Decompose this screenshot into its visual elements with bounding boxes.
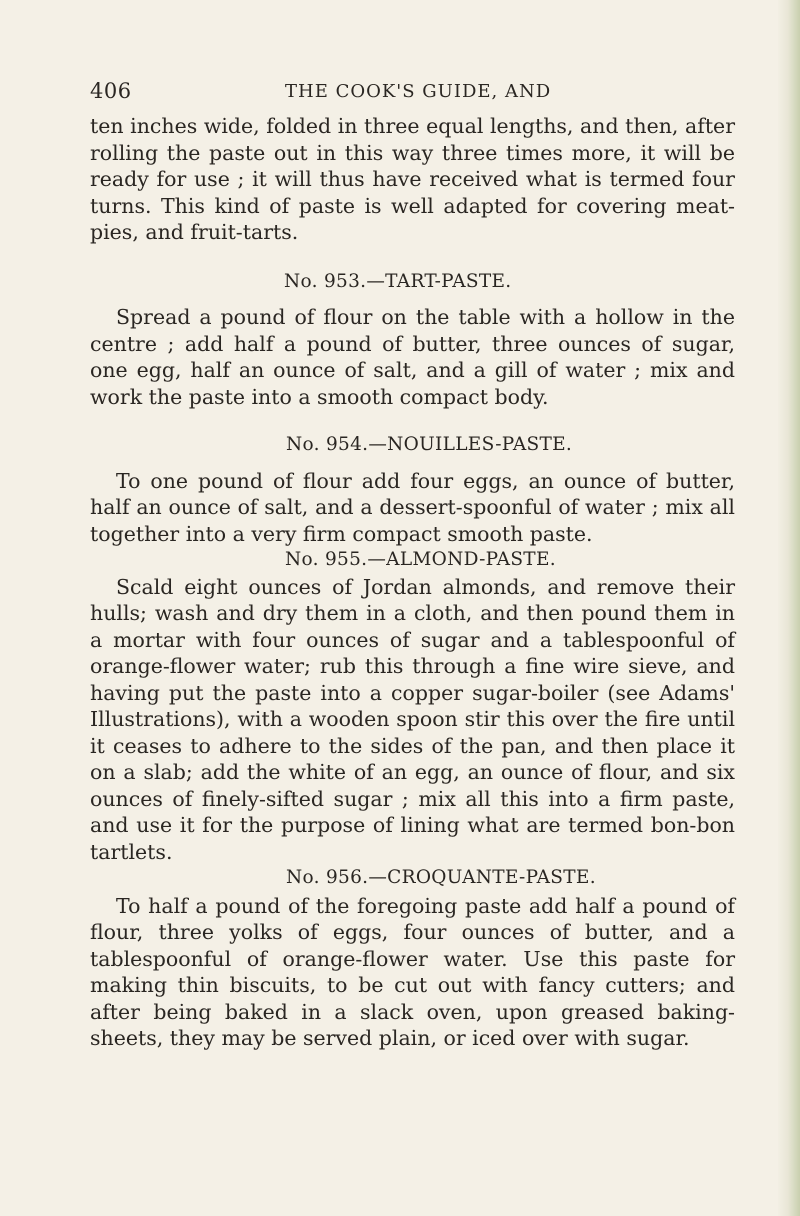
heading-nouilles-paste: No. 954.—NOUILLES-PASTE.: [286, 434, 573, 455]
heading-croquante-paste: No. 956.—CROQUANTE-PASTE.: [286, 867, 596, 888]
page-number: 406: [90, 79, 132, 103]
paragraph-tart-paste: Spread a pound of flour on the table with a hollow in the centre ; add half a pound of butter, three ounces of sugar, one egg, half an ounce of salt, and a gill of water ; mix and work the paste into a smooth compact body.: [90, 305, 735, 409]
paragraph-croquante-paste: To half a pound of the foregoing paste add half a pound of flour, three yolks of eggs, four ounces of butter, and a tablespoonful of orange-flower water. Use this paste for making thin biscuits, to be cut out with fancy cutters; and after being baked in a slack oven, upon greased baking-sheets, they may be served plain, or iced over with sugar.: [90, 893, 735, 1050]
paragraph-nouilles-paste: To one pound of flour add four eggs, an ounce of butter, half an ounce of salt, and a dessert-spoonful of water ; mix all together into a very firm compact smooth paste.: [90, 468, 735, 546]
paragraph-almond-paste: Scald eight ounces of Jordan almonds, and remove their hulls; wash and dry them in a cloth, and then pound them in a mortar with four ounces of sugar and a tablespoonful of orange-flower water; rub this through a fine wire sieve, and having put the paste into a copper sugar-boiler (see Adams' Illustrations), with a wooden spoon stir this over the fire until it ceases to adhere to the sides of the pan, and then place it on a slab; add the white of an egg, an ounce of flour, and six ounces of finely-sifted sugar ; mix all this into a firm paste, and use it for the purpose of lining what are termed bon-bon tartlets.: [90, 574, 735, 864]
running-title: THE COOK'S GUIDE, AND: [285, 81, 552, 102]
heading-almond-paste: No. 955.—ALMOND-PASTE.: [285, 549, 556, 570]
page-body: [90, 113, 735, 1052]
intro-paragraph: ten inches wide, folded in three equal lengths, and then, after rolling the paste out in this way three times more, it will be ready for use ; it will thus have received what is termed four turns. This kind of paste is well adapted for covering meat-pies, and fruit-tarts.: [90, 114, 735, 244]
page-edge: [778, 0, 800, 1216]
heading-tart-paste: No. 953.—TART-PASTE.: [284, 270, 512, 292]
